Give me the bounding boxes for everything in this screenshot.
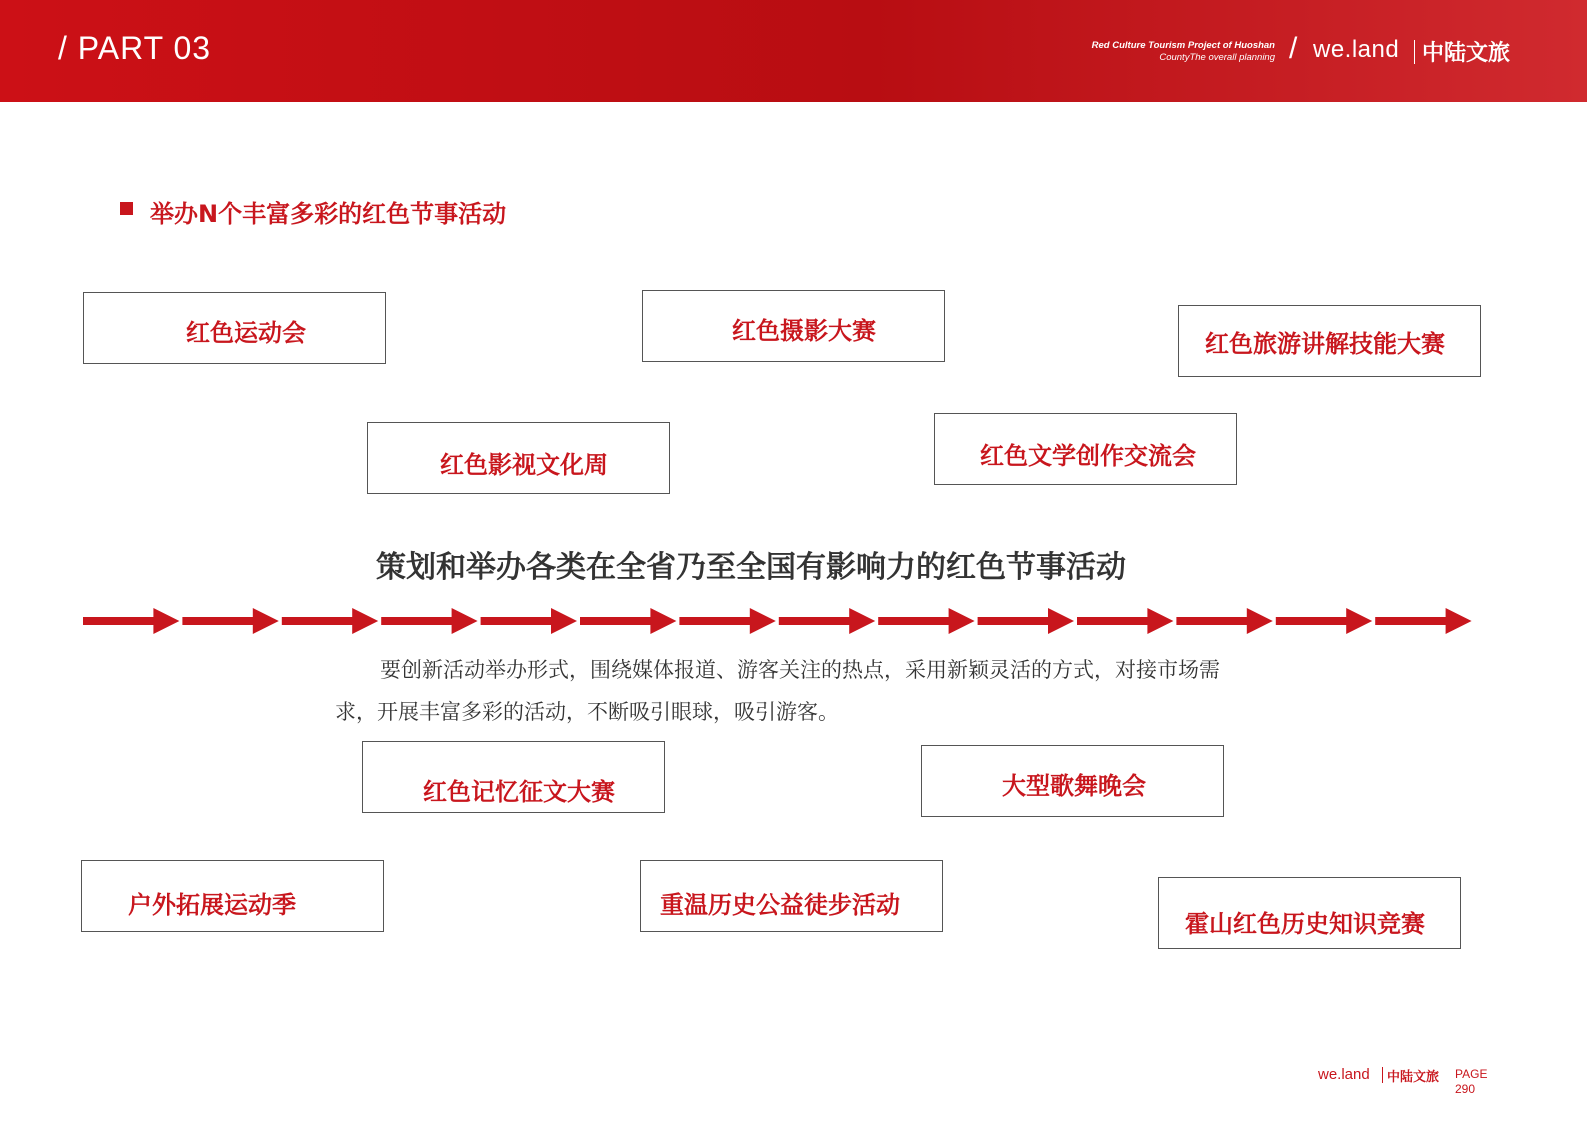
activity-box — [921, 745, 1224, 817]
header-brand-cn: 中陆文旅 — [1422, 41, 1511, 66]
arrow-right-icon — [83, 608, 179, 634]
arrow-right-icon — [1375, 608, 1471, 634]
footer-brand-logo: we.land — [1318, 1066, 1370, 1083]
activity-label: 红色摄影大赛 — [732, 317, 876, 345]
arrow-right-icon — [1077, 608, 1173, 634]
activity-box — [1158, 877, 1461, 949]
section-heading: 举办N个丰富多彩的红色节事活动 — [150, 200, 507, 228]
arrow-right-icon — [481, 608, 577, 634]
activity-box — [640, 860, 943, 932]
activity-label: 红色运动会 — [186, 319, 306, 347]
header-brand-logo: we.land — [1313, 36, 1400, 63]
arrow-right-icon — [381, 608, 477, 634]
arrow-right-icon — [1276, 608, 1372, 634]
footer-divider — [1382, 1067, 1383, 1083]
project-subtitle-line2: CountyThe overall planning — [1159, 52, 1275, 63]
activity-label: 户外拓展运动季 — [128, 891, 296, 919]
arrow-right-icon — [1176, 608, 1272, 634]
activity-label: 红色记忆征文大赛 — [423, 778, 615, 806]
activity-label: 重温历史公益徒步活动 — [660, 891, 900, 919]
description-line-2: 求，开展丰富多彩的活动，不断吸引眼球，吸引游客。 — [335, 700, 839, 724]
part-title: / PART 03 — [58, 30, 212, 66]
arrow-right-icon — [282, 608, 378, 634]
activity-label: 霍山红色历史知识竞赛 — [1185, 910, 1425, 938]
arrow-right-icon — [679, 608, 775, 634]
activity-label: 红色影视文化周 — [440, 451, 608, 479]
page-label: PAGE — [1455, 1067, 1488, 1081]
activity-box — [362, 741, 665, 813]
activity-label: 大型歌舞晚会 — [1002, 772, 1146, 800]
activity-label: 红色旅游讲解技能大赛 — [1205, 330, 1445, 358]
footer-brand-cn: 中陆文旅 — [1387, 1070, 1440, 1085]
arrow-right-icon — [580, 608, 676, 634]
arrow-right-icon — [978, 608, 1074, 634]
header-slash: / — [1289, 32, 1298, 65]
description-line-1: 要创新活动举办形式，围绕媒体报道、游客关注的热点，采用新颖灵活的方式，对接市场需 — [380, 658, 1220, 682]
activity-box — [81, 860, 384, 932]
main-statement: 策划和举办各类在全省乃至全国有影响力的红色节事活动 — [376, 550, 1126, 585]
activity-label: 红色文学创作交流会 — [980, 442, 1196, 470]
arrow-right-icon — [182, 608, 278, 634]
arrow-right-icon — [878, 608, 974, 634]
arrow-right-icon — [779, 608, 875, 634]
project-subtitle-line1: Red Culture Tourism Project of Huoshan — [1091, 40, 1275, 51]
page-number: 290 — [1455, 1082, 1476, 1096]
